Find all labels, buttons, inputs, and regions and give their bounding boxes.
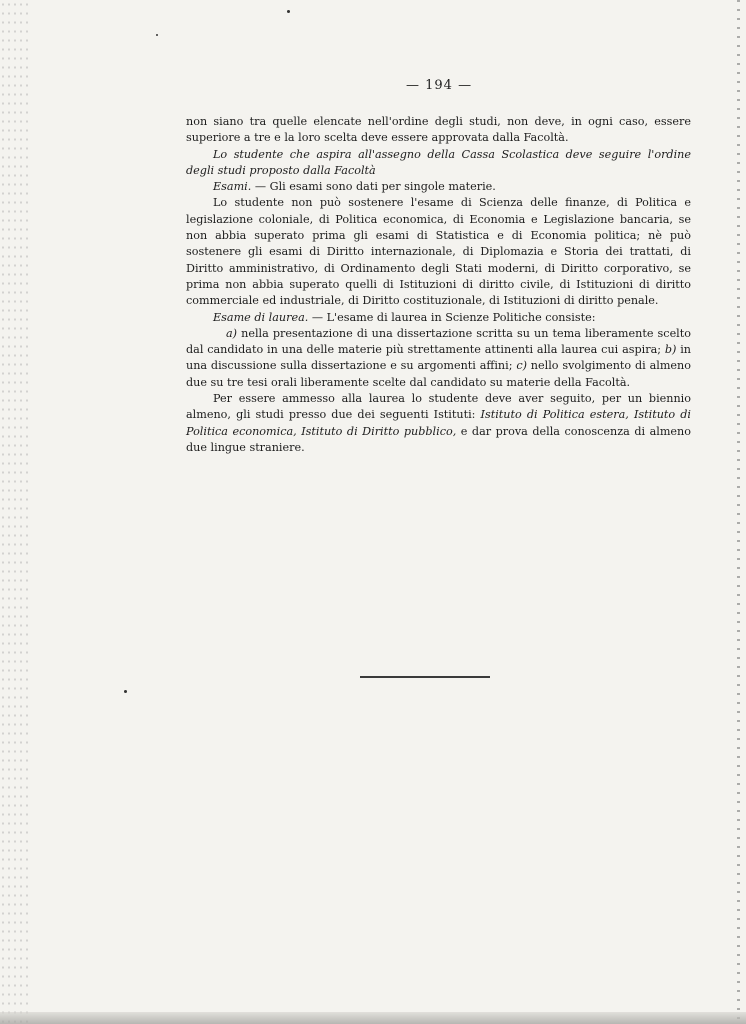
item-a-text: nella presentazione di una dissertazione scritta su un tema liberamente scelto dal candidato in una delle materie più strettamente attinenti alla laurea cui aspira; [186,326,691,357]
scan-speck [124,690,127,693]
paragraph-esami [186,179,691,195]
paragraph-laurea-requirements [186,326,691,391]
scan-speck [287,10,290,13]
bottom-scan-shadow [0,1012,746,1024]
istituti-text-2: e dar prova della conoscenza di almeno due lingue straniere. [186,424,691,454]
binding-edge-speckle [0,0,28,1024]
esame-laurea-heading: Esame di laurea. [213,310,309,324]
paragraph-esame-laurea [186,310,691,326]
item-b-text: in una discussione sulla dissertazione e su argomenti affini; [186,343,691,373]
esami-heading: Esami. [213,180,252,194]
paragraph-propedeuticita: Lo studente non può sostenere l'esame di Scienza delle finanze, di Politica e legislazione coloniale, di Politica economica, di Economia e Legislazione bancaria, se non abbia superato prima gli esami di Statistica e di Economia politica; nè può sostenere gli esami di Diritto internazionale, di Diplomazia e Storia dei trattati, di Diritto amministrativo, di Ordinamento degli Stati moderni, di Diritto corporativo, se prima non abbia superato quelli di Istituzioni di diritto civile, di Istituzioni di diritto commerciale ed industriale, di Diritto costituzionale, di Istituzioni di diritto penale. [186,196,691,308]
esami-text: — Gli esami sono dati per singole materie. [251,180,496,194]
istituti-text-1: Per essere ammesso alla laurea lo studente deve aver seguito, per un biennio almeno, gli studi presso due dei seguenti Istituti: [186,392,691,422]
scan-speck [156,34,158,36]
right-edge-perforation [737,0,740,1024]
section-end-rule [360,676,490,678]
item-a-marker: a) [226,326,238,340]
paragraph-continuation: non siano tra quelle elencate nell'ordine degli studi, non deve, in ogni caso, essere superiore a tre e la loro scelta deve essere approvata dalla Facoltà. [186,115,691,145]
item-b-marker: b) [664,343,677,357]
item-c-text: nello svolgimento di almeno due su tre tesi orali liberamente scelte dal candidato su materie della Facoltà. [186,359,691,389]
body-text [186,114,691,456]
item-c-marker: c) [516,359,527,373]
esame-laurea-text: — L'esame di laurea in Scienze Politiche consiste: [308,310,596,324]
paragraph-cassa-scolastica: Lo studente che aspira all'assegno della Cassa Scolastica deve seguire l'ordine degli studi proposto dalla Facoltà [186,147,691,177]
page-number: — 194 — [406,78,473,93]
istituti-names: Istituto di Politica estera, Istituto di Politica economica, Istituto di Diritto pubblico, [186,408,691,438]
paragraph-istituti [186,391,691,456]
